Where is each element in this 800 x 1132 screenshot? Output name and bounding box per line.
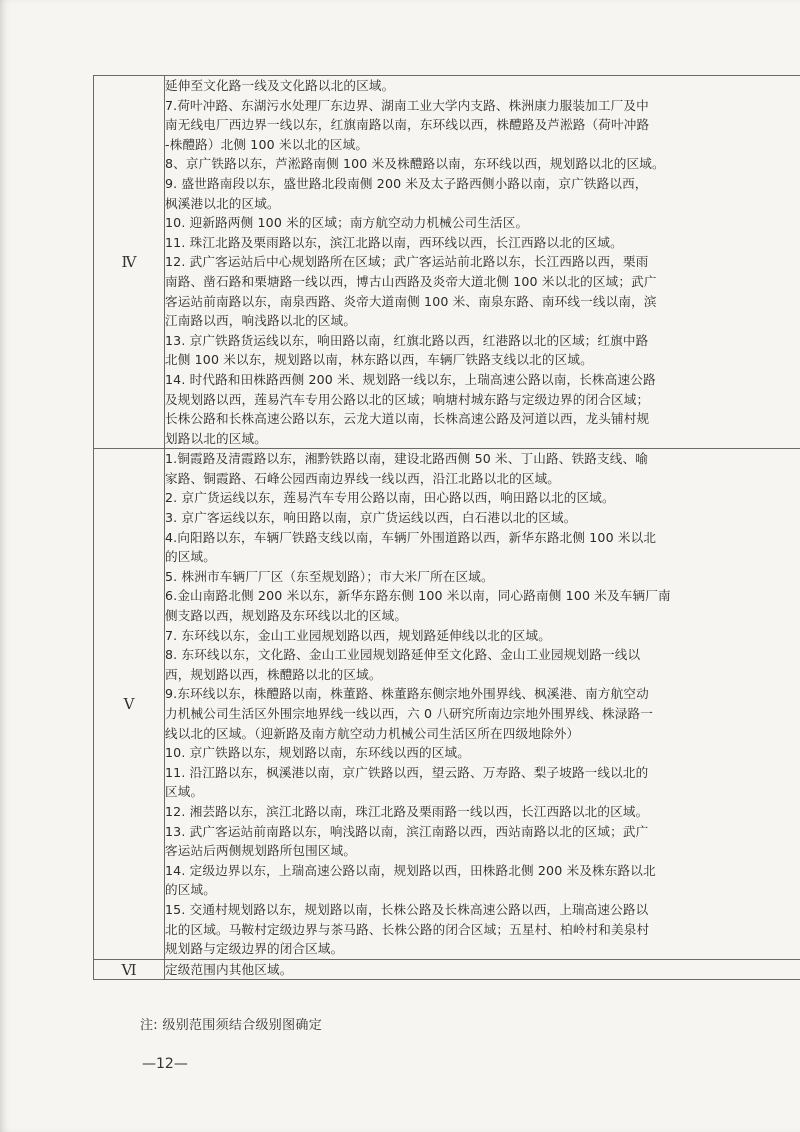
description-line: 3. 京广客运线以东，响田路以南，京广货运线以西，白石港以北的区域。 bbox=[165, 510, 577, 526]
footnote: 注: 级别范围须结合级别图确定 bbox=[140, 1018, 323, 1033]
description-line: 及规划路以西，莲易汽车专用公路以北的区域；响塘村城东路与定级边界的闭合区域； bbox=[165, 391, 650, 407]
description-line: 的区域。 bbox=[165, 549, 216, 565]
description-line: 西，规划路以西，株醴路以北的区域。 bbox=[165, 666, 382, 682]
description-line: 力机械公司生活区外围宗地界线一线以西，六 0 八研究所南边宗地外围界线、株渌路一 bbox=[165, 706, 653, 721]
grade-range-table bbox=[93, 75, 800, 980]
description-line: 线以北的区域。（迎新路及南方航空动力机械公司生活区所在四级地除外） bbox=[165, 725, 580, 741]
description-line: 延伸至文化路一线及文化路以北的区域。 bbox=[165, 78, 395, 93]
description-line: 6.金山南路北侧 200 米以东，新华东路东侧 100 米以南，同心路南侧 100 米及车辆厂南 bbox=[165, 588, 671, 604]
grade-cell: Ⅵ bbox=[94, 959, 165, 980]
description-line: 14. 时代路和田株路西侧 200 米、规划路一线以东，上瑞高速公路以南，长株高速公路 bbox=[165, 371, 656, 387]
table-row-grade-5 bbox=[94, 449, 800, 959]
description-line: 10. 迎新路两侧 100 米的区域；南方航空动力机械公司生活区。 bbox=[165, 215, 529, 231]
description-cell bbox=[165, 449, 800, 959]
description-line: 13. 武广客运站前南路以东，响浅路以南，滨江南路以西，西站南路以北的区域；武广 bbox=[165, 823, 649, 839]
description-line: 家路、铜霞路、石峰公园西南边界线一线以西，沿江北路以北的区域。 bbox=[165, 470, 561, 486]
description-line: 15. 交通村规划路以东，规划路以南，长株公路及长株高速公路以西，上瑞高速公路以 bbox=[165, 901, 649, 917]
description-line: 9.东环线以东，株醴路以南，株董路、株董路东侧宗地外围界线、枫溪港、南方航空动 bbox=[165, 686, 649, 702]
description-line: 2. 京广货运线以东，莲易汽车专用公路以南，田心路以西，响田路以北的区域。 bbox=[165, 490, 615, 506]
description-line: 13. 京广铁路货运线以东，响田路以南，红旗北路以西，红港路以北的区域；红旗中路 bbox=[165, 332, 649, 348]
grade-cell: Ⅴ bbox=[94, 449, 165, 959]
description-line: 枫溪港以北的区域。 bbox=[165, 195, 280, 211]
description-line: 12. 武广客运站后中心规划路所在区域；武广客运站前北路以东，长江西路以西，栗雨 bbox=[165, 254, 649, 270]
description-line: 的区域。 bbox=[165, 882, 216, 898]
description-line: 南无线电厂西边界一线以东，红旗南路以南，东环线以西，株醴路及芦淞路（荷叶冲路 bbox=[165, 117, 650, 133]
description-cell bbox=[165, 959, 800, 980]
description-line: 12. 湘芸路以东，滨江北路以南，珠江北路及栗雨路一线以西，长江西路以北的区域。 bbox=[165, 803, 649, 819]
description-line: 8、京广铁路以东，芦淞路南侧 100 米及株醴路以南，东环线以西，规划路以北的区域。 bbox=[165, 156, 665, 172]
description-line: 北的区域。马鞍村定级边界与茶马路、长株公路的闭合区域；五星村、柏岭村和美泉村 bbox=[165, 921, 650, 937]
description-line: 8. 东环线以东，文化路、金山工业园规划路延伸至文化路、金山工业园规划路一线以 bbox=[165, 647, 641, 663]
description-line: 5. 株洲市车辆厂厂区（东至规划路）；市大米厂所在区域。 bbox=[165, 568, 494, 584]
description-line: 侧支路以西，规划路及东环线以北的区域。 bbox=[165, 608, 408, 624]
description-line: 7.荷叶冲路、东湖污水处理厂东边界、湖南工业大学内支路、株洲康力服装加工厂及中 bbox=[165, 97, 649, 113]
description-line: 14. 定级边界以东，上瑞高速公路以南，规划路以西，田株路北侧 200 米及株东路以北 bbox=[165, 862, 656, 878]
description-line: 江南路以西，响浅路以北的区域。 bbox=[165, 313, 357, 329]
table-row-grade-4 bbox=[94, 76, 800, 449]
description-line: 北侧 100 米以东，规划路以南，林东路以西，车辆厂铁路支线以北的区域。 bbox=[165, 352, 593, 368]
description-line: 规划路与定级边界的闭合区域。 bbox=[165, 941, 344, 957]
description-line: 11. 珠江北路及栗雨路以东，滨江北路以南，西环线以西，长江西路以北的区域。 bbox=[165, 234, 623, 250]
description-line: 南路、凿石路和栗塘路一线以西，博古山西路及炎帝大道北侧 100 米以北的区域；武广 bbox=[165, 273, 657, 289]
description-line: -株醴路）北侧 100 米以北的区域。 bbox=[165, 136, 369, 152]
description-line: 10. 京广铁路以东，规划路以南，东环线以西的区域。 bbox=[165, 745, 470, 761]
description-line: 4.向阳路以东，车辆厂铁路支线以南，车辆厂外围道路以西，新华东路北侧 100 米以北 bbox=[165, 529, 657, 545]
description-line: 9. 盛世路南段以东，盛世路北段南侧 200 米及太子路西侧小路以南，京广铁路以西， bbox=[165, 175, 648, 191]
grade-cell: Ⅳ bbox=[94, 76, 165, 449]
description-line: 客运站前南路以东，南泉西路、炎帝大道南侧 100 米、南泉东路、南环线一线以南，滨 bbox=[165, 293, 657, 309]
description-line: 1.铜霞路及清霞路以东，湘黔铁路以南，建设北路西侧 50 米、丁山路、铁路支线、喻 bbox=[165, 451, 648, 467]
description-line: 划路以北的区域。 bbox=[165, 430, 267, 446]
description-line: 区域。 bbox=[165, 784, 204, 800]
description-line: 11. 沿江路以东，枫溪港以南，京广铁路以西，望云路、万寿路、梨子坡路一线以北的 bbox=[165, 764, 649, 780]
description-line: 定级范围内其他区域。 bbox=[165, 961, 293, 977]
description-line: 客运站后两侧规划路所包围区域。 bbox=[165, 843, 357, 859]
description-line: 7. 东环线以东，金山工业园规划路以西，规划路延伸线以北的区域。 bbox=[165, 627, 552, 643]
description-cell bbox=[165, 76, 800, 449]
table-row-grade-6 bbox=[94, 959, 800, 980]
page-number: —12— bbox=[142, 1056, 188, 1072]
description-line: 长株公路和长株高速公路以东，云龙大道以南，长株高速公路及河道以西，龙头铺村规 bbox=[165, 411, 650, 427]
